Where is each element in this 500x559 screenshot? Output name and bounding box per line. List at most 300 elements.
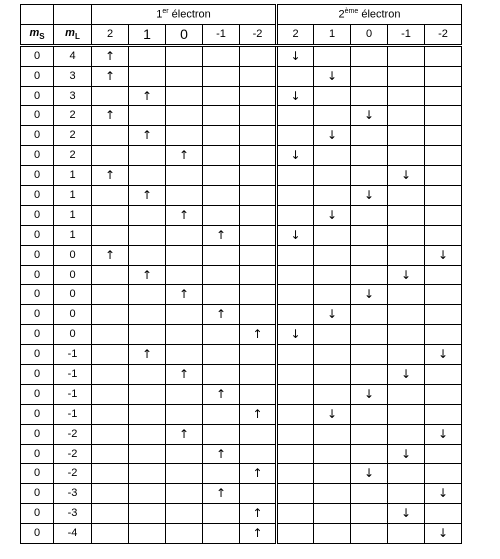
spin-up-arrow-icon: ↑ <box>178 287 190 302</box>
col-header: 2 <box>92 24 129 45</box>
spin-down-arrow-icon: ↓ <box>437 247 449 262</box>
empty-cell <box>129 424 166 444</box>
empty-cell <box>240 265 277 285</box>
spin-down-arrow-icon: ↓ <box>326 307 338 322</box>
occupied-cell <box>129 186 166 206</box>
occupied-cell <box>277 146 314 166</box>
empty-cell <box>129 325 166 345</box>
table-row <box>21 265 462 285</box>
ms-cell: 0 <box>21 265 54 285</box>
col-header: -2 <box>425 24 462 45</box>
table-row <box>21 106 462 126</box>
empty-cell <box>166 225 203 245</box>
table-row <box>21 325 462 345</box>
ml-cell: -1 <box>54 365 92 385</box>
empty-cell <box>166 384 203 404</box>
empty-cell <box>425 146 462 166</box>
empty-cell <box>314 86 351 106</box>
occupied-cell <box>277 225 314 245</box>
empty-cell <box>388 225 425 245</box>
empty-cell <box>166 325 203 345</box>
empty-cell <box>203 205 240 225</box>
empty-cell <box>277 66 314 86</box>
empty-cell <box>314 424 351 444</box>
empty-cell <box>240 424 277 444</box>
occupied-cell <box>388 365 425 385</box>
empty-cell <box>166 166 203 186</box>
spin-up-arrow-icon: ↑ <box>141 88 153 103</box>
empty-cell <box>425 444 462 464</box>
empty-cell <box>425 205 462 225</box>
empty-cell <box>240 45 277 66</box>
empty-cell <box>129 464 166 484</box>
occupied-cell <box>240 404 277 424</box>
ms-cell: 0 <box>21 504 54 524</box>
empty-cell <box>166 524 203 544</box>
col-header: 0 <box>166 24 203 45</box>
empty-cell <box>314 325 351 345</box>
occupied-cell <box>92 106 129 126</box>
ml-cell: 4 <box>54 45 92 66</box>
empty-cell <box>425 186 462 206</box>
empty-cell <box>240 126 277 146</box>
spin-down-arrow-icon: ↓ <box>326 68 338 83</box>
empty-cell <box>388 245 425 265</box>
spin-down-arrow-icon: ↓ <box>437 526 449 541</box>
empty-cell <box>129 205 166 225</box>
empty-cell <box>203 325 240 345</box>
empty-cell <box>203 504 240 524</box>
ml-cell: 3 <box>54 86 92 106</box>
spin-down-arrow-icon: ↓ <box>400 168 412 183</box>
occupied-cell <box>129 126 166 146</box>
empty-cell <box>388 66 425 86</box>
occupied-cell <box>129 345 166 365</box>
ml-cell: -1 <box>54 404 92 424</box>
spin-down-arrow-icon: ↓ <box>437 426 449 441</box>
empty-cell <box>425 464 462 484</box>
empty-cell <box>166 464 203 484</box>
empty-cell <box>277 365 314 385</box>
empty-cell <box>425 166 462 186</box>
empty-cell <box>240 205 277 225</box>
occupied-cell <box>388 444 425 464</box>
empty-cell <box>388 305 425 325</box>
empty-cell <box>240 146 277 166</box>
occupied-cell <box>203 444 240 464</box>
empty-cell <box>388 205 425 225</box>
table-row <box>21 464 462 484</box>
occupied-cell <box>388 504 425 524</box>
empty-cell <box>203 464 240 484</box>
occupied-cell <box>425 524 462 544</box>
occupied-cell <box>166 365 203 385</box>
ml-cell: 1 <box>54 205 92 225</box>
ml-cell: 0 <box>54 245 92 265</box>
empty-cell <box>240 305 277 325</box>
occupied-cell <box>425 424 462 444</box>
ms-cell: 0 <box>21 464 54 484</box>
empty-cell <box>277 404 314 424</box>
empty-cell <box>92 126 129 146</box>
spin-down-arrow-icon: ↓ <box>326 207 338 222</box>
col-header: -1 <box>388 24 425 45</box>
spin-down-arrow-icon: ↓ <box>363 108 375 123</box>
occupied-cell <box>314 66 351 86</box>
empty-cell <box>351 225 388 245</box>
spin-down-arrow-icon: ↓ <box>290 48 301 63</box>
spin-down-arrow-icon: ↓ <box>326 128 338 143</box>
ms-cell: 0 <box>21 345 54 365</box>
empty-cell <box>129 66 166 86</box>
empty-cell <box>166 66 203 86</box>
spin-up-arrow-icon: ↑ <box>215 307 227 322</box>
table-row <box>21 424 462 444</box>
empty-cell <box>203 524 240 544</box>
spin-up-arrow-icon: ↑ <box>178 426 190 441</box>
empty-cell <box>425 305 462 325</box>
empty-cell <box>203 166 240 186</box>
table-row <box>21 126 462 146</box>
empty-cell <box>203 86 240 106</box>
spin-down-arrow-icon: ↓ <box>363 187 375 202</box>
table-row <box>21 484 462 504</box>
empty-cell <box>314 186 351 206</box>
occupied-cell <box>240 325 277 345</box>
ml-cell: 1 <box>54 186 92 206</box>
empty-cell <box>92 464 129 484</box>
empty-cell <box>240 345 277 365</box>
ms-cell: 0 <box>21 86 54 106</box>
empty-cell <box>166 504 203 524</box>
empty-cell <box>388 464 425 484</box>
empty-cell <box>351 444 388 464</box>
empty-cell <box>388 524 425 544</box>
occupied-cell <box>425 484 462 504</box>
empty-cell <box>351 404 388 424</box>
empty-cell <box>351 126 388 146</box>
table-row <box>21 305 462 325</box>
empty-cell <box>129 245 166 265</box>
empty-cell <box>92 285 129 305</box>
spin-up-arrow-icon: ↑ <box>215 227 227 242</box>
spin-down-arrow-icon: ↓ <box>400 446 412 461</box>
empty-cell <box>92 524 129 544</box>
ms-cell: 0 <box>21 404 54 424</box>
empty-cell <box>240 166 277 186</box>
empty-cell <box>351 205 388 225</box>
empty-cell <box>425 66 462 86</box>
empty-cell <box>351 484 388 504</box>
empty-cell <box>314 265 351 285</box>
occupied-cell <box>425 245 462 265</box>
table-row <box>21 504 462 524</box>
empty-cell <box>92 484 129 504</box>
table-row <box>21 86 462 106</box>
spin-down-arrow-icon: ↓ <box>363 466 375 481</box>
spin-down-arrow-icon: ↓ <box>326 406 338 421</box>
empty-cell <box>388 424 425 444</box>
empty-cell <box>203 404 240 424</box>
spin-up-arrow-icon: ↑ <box>178 366 190 381</box>
table-row <box>21 285 462 305</box>
empty-cell <box>240 86 277 106</box>
empty-cell <box>425 45 462 66</box>
empty-cell <box>129 384 166 404</box>
empty-cell <box>314 384 351 404</box>
ms-cell: 0 <box>21 524 54 544</box>
empty-cell <box>277 265 314 285</box>
empty-cell <box>388 484 425 504</box>
spin-down-arrow-icon: ↓ <box>437 486 449 501</box>
spin-up-arrow-icon: ↑ <box>141 128 153 143</box>
empty-cell <box>203 186 240 206</box>
spin-up-arrow-icon: ↑ <box>252 466 263 481</box>
empty-cell <box>351 424 388 444</box>
table-row <box>21 66 462 86</box>
occupied-cell <box>351 285 388 305</box>
ml-cell: -3 <box>54 504 92 524</box>
empty-cell <box>166 404 203 424</box>
table-row <box>21 45 462 66</box>
empty-cell <box>92 265 129 285</box>
empty-cell <box>129 106 166 126</box>
ms-cell: 0 <box>21 365 54 385</box>
empty-cell <box>277 166 314 186</box>
empty-cell <box>314 106 351 126</box>
ms-cell: 0 <box>21 205 54 225</box>
ml-cell: 2 <box>54 146 92 166</box>
empty-cell <box>240 66 277 86</box>
spin-up-arrow-icon: ↑ <box>178 148 190 163</box>
empty-cell <box>277 345 314 365</box>
spin-up-arrow-icon: ↑ <box>215 446 227 461</box>
empty-cell <box>388 285 425 305</box>
spin-down-arrow-icon: ↓ <box>290 227 301 242</box>
spin-up-arrow-icon: ↑ <box>252 526 263 541</box>
empty-cell <box>166 444 203 464</box>
spin-down-arrow-icon: ↓ <box>400 267 412 282</box>
ml-cell: -1 <box>54 384 92 404</box>
ml-cell: -4 <box>54 524 92 544</box>
occupied-cell <box>425 345 462 365</box>
ml-cell: 0 <box>54 325 92 345</box>
occupied-cell <box>388 166 425 186</box>
empty-cell <box>425 285 462 305</box>
occupied-cell <box>240 524 277 544</box>
empty-cell <box>277 444 314 464</box>
empty-cell <box>425 325 462 345</box>
empty-cell <box>166 45 203 66</box>
spin-up-arrow-icon: ↑ <box>252 506 263 521</box>
empty-cell <box>388 384 425 404</box>
ms-header: $m_S$ <box>21 24 54 45</box>
occupied-cell <box>240 464 277 484</box>
empty-cell <box>425 86 462 106</box>
spin-down-arrow-icon: ↓ <box>290 148 301 163</box>
spin-down-arrow-icon: ↓ <box>290 327 301 342</box>
empty-cell <box>166 126 203 146</box>
occupied-cell <box>166 285 203 305</box>
occupied-cell <box>203 305 240 325</box>
empty-cell <box>277 245 314 265</box>
empty-cell <box>425 126 462 146</box>
empty-cell <box>129 45 166 66</box>
empty-cell <box>166 305 203 325</box>
empty-cell <box>240 365 277 385</box>
ms-cell: 0 <box>21 424 54 444</box>
empty-cell <box>92 424 129 444</box>
empty-cell <box>203 265 240 285</box>
empty-cell <box>129 305 166 325</box>
ms-cell: 0 <box>21 126 54 146</box>
spin-down-arrow-icon: ↓ <box>363 386 375 401</box>
spin-down-arrow-icon: ↓ <box>290 88 301 103</box>
empty-cell <box>166 86 203 106</box>
table-row <box>21 146 462 166</box>
empty-corner-ms <box>21 5 54 25</box>
empty-cell <box>129 504 166 524</box>
empty-cell <box>314 285 351 305</box>
empty-cell <box>388 126 425 146</box>
empty-cell <box>129 146 166 166</box>
spin-up-arrow-icon: ↑ <box>141 267 153 282</box>
col-header: -2 <box>240 24 277 45</box>
empty-cell <box>388 146 425 166</box>
empty-cell <box>277 384 314 404</box>
ml-cell: 0 <box>54 265 92 285</box>
empty-cell <box>92 444 129 464</box>
empty-cell <box>240 384 277 404</box>
ml-cell: 2 <box>54 106 92 126</box>
empty-cell <box>314 345 351 365</box>
spin-down-arrow-icon: ↓ <box>363 287 375 302</box>
ml-cell: 1 <box>54 166 92 186</box>
empty-cell <box>203 245 240 265</box>
empty-cell <box>277 126 314 146</box>
occupied-cell <box>203 384 240 404</box>
ms-cell: 0 <box>21 325 54 345</box>
spin-up-arrow-icon: ↑ <box>104 108 116 123</box>
occupied-cell <box>277 325 314 345</box>
empty-cell <box>92 186 129 206</box>
spin-down-arrow-icon: ↓ <box>437 347 449 362</box>
empty-cell <box>129 484 166 504</box>
ml-cell: -2 <box>54 464 92 484</box>
empty-cell <box>92 225 129 245</box>
empty-cell <box>166 484 203 504</box>
ml-cell: -2 <box>54 424 92 444</box>
empty-cell <box>92 325 129 345</box>
empty-cell <box>351 305 388 325</box>
empty-cell <box>203 106 240 126</box>
empty-corner-ml <box>54 5 92 25</box>
ms-cell: 0 <box>21 305 54 325</box>
occupied-cell <box>92 66 129 86</box>
empty-cell <box>314 464 351 484</box>
ml-cell: -2 <box>54 444 92 464</box>
table-row <box>21 205 462 225</box>
spin-up-arrow-icon: ↑ <box>252 406 263 421</box>
empty-cell <box>425 265 462 285</box>
occupied-cell <box>388 265 425 285</box>
empty-cell <box>240 444 277 464</box>
empty-cell <box>388 345 425 365</box>
empty-cell <box>92 345 129 365</box>
empty-cell <box>351 504 388 524</box>
empty-cell <box>277 504 314 524</box>
spin-up-arrow-icon: ↑ <box>104 48 116 63</box>
empty-cell <box>314 245 351 265</box>
occupied-cell <box>314 305 351 325</box>
occupied-cell <box>166 205 203 225</box>
ms-cell: 0 <box>21 166 54 186</box>
col-header: 0 <box>351 24 388 45</box>
empty-cell <box>351 66 388 86</box>
occupied-cell <box>92 45 129 66</box>
empty-cell <box>388 325 425 345</box>
spin-up-arrow-icon: ↑ <box>141 187 153 202</box>
empty-cell <box>240 106 277 126</box>
col-header: 1 <box>129 24 166 45</box>
ms-cell: 0 <box>21 444 54 464</box>
empty-cell <box>425 504 462 524</box>
empty-cell <box>388 186 425 206</box>
first-electron-header: 1er électron <box>92 5 277 25</box>
spin-up-arrow-icon: ↑ <box>104 247 116 262</box>
empty-cell <box>277 484 314 504</box>
empty-cell <box>314 444 351 464</box>
ml-cell: -1 <box>54 345 92 365</box>
occupied-cell <box>92 245 129 265</box>
empty-cell <box>203 365 240 385</box>
table-row <box>21 186 462 206</box>
table-body <box>21 45 462 543</box>
empty-cell <box>314 166 351 186</box>
empty-cell <box>351 86 388 106</box>
ml-cell: 1 <box>54 225 92 245</box>
ms-cell: 0 <box>21 45 54 66</box>
spin-up-arrow-icon: ↑ <box>104 168 116 183</box>
ms-cell: 0 <box>21 245 54 265</box>
spin-down-arrow-icon: ↓ <box>400 366 412 381</box>
empty-cell <box>388 106 425 126</box>
second-electron-header: 2ème électron <box>277 5 462 25</box>
empty-cell <box>92 365 129 385</box>
empty-cell <box>425 404 462 424</box>
empty-cell <box>129 285 166 305</box>
empty-cell <box>314 146 351 166</box>
empty-cell <box>240 245 277 265</box>
occupied-cell <box>314 404 351 424</box>
empty-cell <box>351 245 388 265</box>
empty-cell <box>240 186 277 206</box>
occupied-cell <box>129 265 166 285</box>
empty-cell <box>277 205 314 225</box>
empty-cell <box>92 404 129 424</box>
ml-header: $m_L$ <box>54 24 92 45</box>
empty-cell <box>277 186 314 206</box>
ml-cell: 2 <box>54 126 92 146</box>
empty-cell <box>203 66 240 86</box>
table-row <box>21 166 462 186</box>
table-row <box>21 365 462 385</box>
occupied-cell <box>351 464 388 484</box>
empty-cell <box>92 86 129 106</box>
empty-cell <box>388 404 425 424</box>
ms-cell: 0 <box>21 146 54 166</box>
empty-cell <box>203 146 240 166</box>
